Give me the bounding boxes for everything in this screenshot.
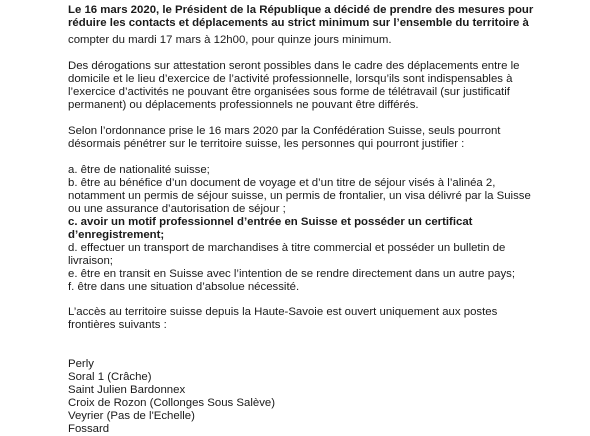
condition-line-bold: c. avoir un motif professionnel d’entrée en Suisse et posséder un certificat <box>68 216 473 228</box>
border-post-item: Soral 1 (Crâche) <box>68 371 152 383</box>
condition-line: a. être de nationalité suisse; <box>68 164 210 176</box>
conditions-list <box>68 164 568 294</box>
condition-line: notamment un permis de séjour suisse, un permis de frontalier, un visa délivré par la Suisse <box>68 190 531 202</box>
derogations-line: domicile et le lieu d’exercice de l’activité professionnelle, lorsqu’ils sont indispensables à <box>68 73 513 85</box>
document-page <box>68 0 568 436</box>
condition-line-bold: d’enregistrement; <box>68 229 165 241</box>
access-line: frontières suivants : <box>68 319 167 331</box>
ordonnance-line: désormais pénétrer sur le territoire suisse, les personnes qui pourront justifier : <box>68 138 465 150</box>
border-post-item: Veyrier (Pas de l'Echelle) <box>68 410 195 422</box>
ordonnance-line: Selon l’ordonnance prise le 16 mars 2020 par la Confédération Suisse, seuls pourront <box>68 125 501 137</box>
ordonnance-paragraph <box>68 125 568 151</box>
border-post-item: Perly <box>68 358 94 370</box>
border-post-item: Saint Julien Bardonnex <box>68 384 186 396</box>
condition-line: ou une assurance d’autorisation de séjour ; <box>68 203 286 215</box>
derogations-paragraph <box>68 60 568 112</box>
intro-line: Le 16 mars 2020, le Président de la République a décidé de prendre des mesures pour <box>68 4 534 16</box>
access-paragraph <box>68 306 568 332</box>
derogations-line: l’exercice d’activités ne pouvant être organisées sous forme de télétravail (sur justificatif <box>68 86 510 98</box>
intro-tail-line: compter du mardi 17 mars à 12h00, pour quinze jours minimum. <box>68 34 392 46</box>
intro-line: réduire les contacts et déplacements au strict minimum sur l’ensemble du territoire à <box>68 17 529 29</box>
access-line: L’accès au territoire suisse depuis la Haute-Savoie est ouvert uniquement aux postes <box>68 306 498 318</box>
border-post-item: Fossard <box>68 423 110 435</box>
derogations-line: permanent) ou déplacements professionnels ne pouvant être différés. <box>68 99 419 111</box>
condition-line: b. être au bénéfice d’un document de voyage et d’un titre de séjour visés à l’alinéa 2, <box>68 177 496 189</box>
condition-line: e. être en transit en Suisse avec l’intention de se rendre directement dans un autre pays; <box>68 268 516 280</box>
border-post-item: Croix de Rozon (Collonges Sous Salève) <box>68 397 276 409</box>
border-posts-list <box>68 358 568 436</box>
condition-line: d. effectuer un transport de marchandises à titre commercial et posséder un bulletin de <box>68 242 506 254</box>
derogations-line: Des dérogations sur attestation seront possibles dans le cadre des déplacements entre le <box>68 60 520 72</box>
condition-line: f. être dans une situation d’absolue nécessité. <box>68 281 300 293</box>
intro-paragraph <box>68 4 568 30</box>
intro-tail <box>68 34 568 47</box>
condition-line: livraison; <box>68 255 113 267</box>
